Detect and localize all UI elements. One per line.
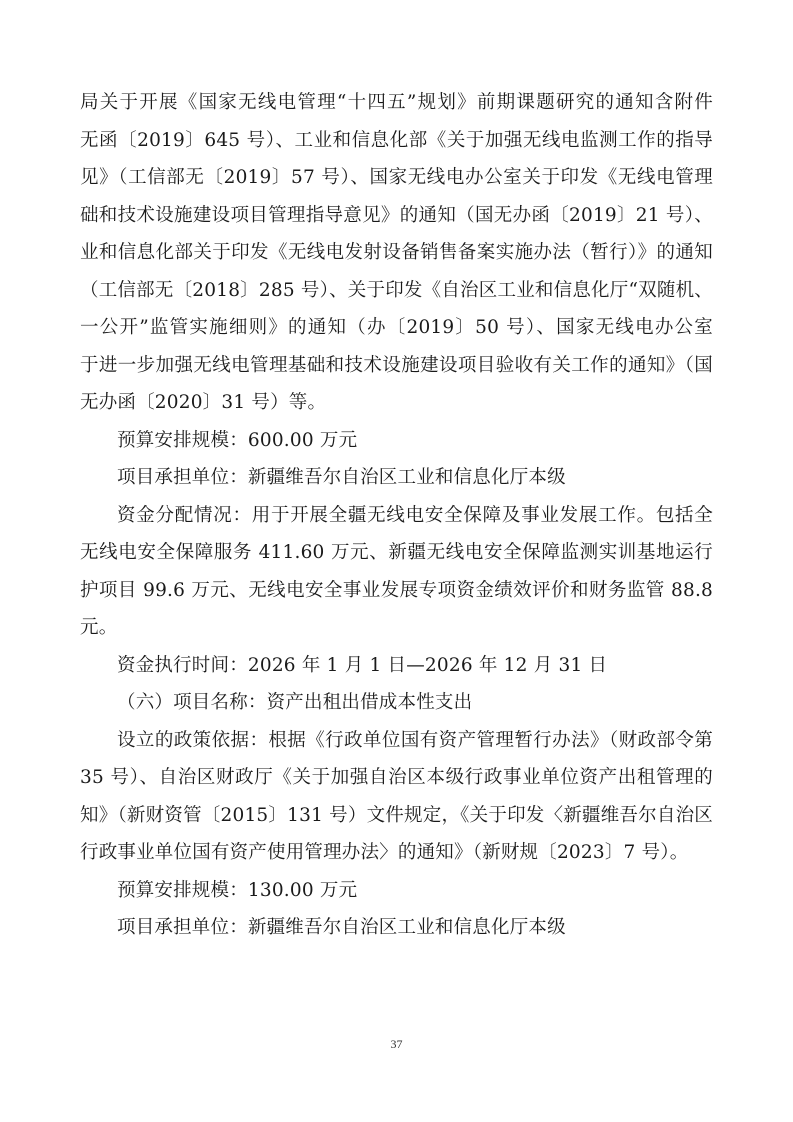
fund-allocation-line: 资金分配情况：用于开展全疆无线电安全保障及事业发展工作。包括全 [117, 504, 713, 526]
text-line: 护项目 99.6 万元、无线电安全事业发展专项资金绩效评价和财务监管 88.8 [80, 579, 713, 601]
execution-time-line: 资金执行时间：2026 年 1 月 1 日—2026 年 12 月 31 日 [117, 654, 608, 676]
text-line: 无函〔2019〕645 号）、工业和信息化部《关于加强无线电监测工作的指导 [80, 129, 713, 151]
text-line: 于进一步加强无线电管理基础和技术设施建设项目验收有关工作的通知》（国 [80, 354, 713, 376]
text-line: 础和技术设施建设项目管理指导意见》的通知（国无办函〔2019〕21 号）、 [80, 204, 713, 226]
document-body [80, 84, 713, 947]
text-line: 知》（新财资管〔2015〕131 号）文件规定，《关于印发〈新疆维吾尔自治区 [80, 804, 713, 826]
text-line: 35 号）、自治区财政厅《关于加强自治区本级行政事业单位资产出租管理的 [80, 767, 713, 788]
text-line: 局关于开展《国家无线电管理“十四五”规划》前期课题研究的通知含附件 [80, 92, 713, 113]
section-heading: （六）项目名称：资产出租出借成本性支出 [117, 692, 473, 713]
policy-basis-line: 设立的政策依据：根据《行政单位国有资产管理暂行办法》（财政部令第 [117, 729, 713, 751]
text-line: （工信部无〔2018〕285 号）、关于印发《自治区工业和信息化厅“双随机、 [80, 279, 713, 301]
text-line: 见》（工信部无〔2019〕57 号）、国家无线电办公室关于印发《无线电管理 [80, 167, 713, 188]
text-line: 行政事业单位国有资产使用管理办法〉的通知》（新财规〔2023〕7 号）。 [80, 842, 689, 863]
budget-scale-line: 预算安排规模：600.00 万元 [117, 429, 358, 451]
budget-scale-line: 预算安排规模：130.00 万元 [117, 879, 358, 901]
text-line: 无办函〔2020〕31 号）等。 [80, 392, 327, 413]
text-line: 元。 [80, 617, 118, 638]
text-line: 一公开”监管实施细则》的通知（办〔2019〕50 号）、国家无线电办公室 [80, 317, 713, 338]
text-line: 无线电安全保障服务 411.60 万元、新疆无线电安全保障监测实训基地运行 [80, 542, 713, 563]
text-line: 业和信息化部关于印发《无线电发射设备销售备案实施办法（暂行）》的通知 [80, 242, 713, 263]
responsible-unit-line: 项目承担单位：新疆维吾尔自治区工业和信息化厅本级 [117, 467, 566, 488]
page-number: 37 [390, 1037, 403, 1051]
responsible-unit-line: 项目承担单位：新疆维吾尔自治区工业和信息化厅本级 [117, 917, 566, 938]
